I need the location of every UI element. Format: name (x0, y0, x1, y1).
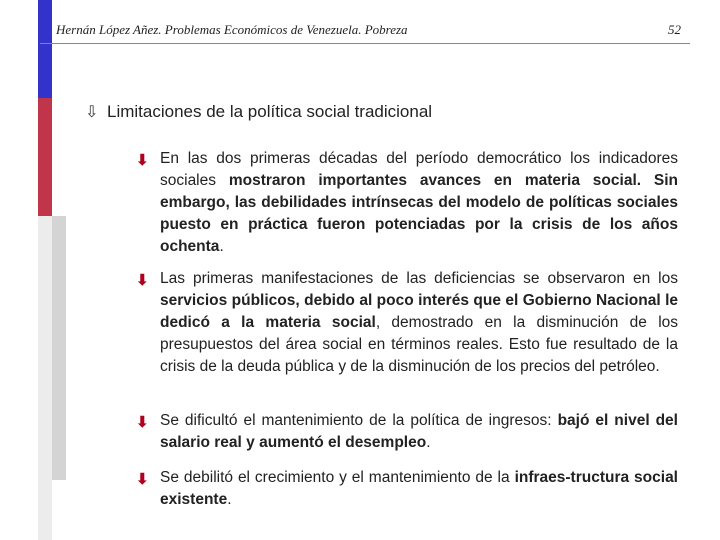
bullet-text-bold: mostraron importantes avances en materia social. Sin embargo, las debilidades intrínsecas del modelo de políticas sociales puesto en práctica fueron potenciadas por la crisis de los años ochenta (160, 172, 679, 255)
bullet-item (136, 268, 679, 378)
bullet-text: . (227, 491, 232, 508)
decorative-bar-red (38, 98, 52, 216)
bullet-text-bold: bajó el nivel del salario real y aumentó el desempleo (160, 412, 678, 451)
decorative-bar-light (38, 216, 52, 540)
arrow-down-bullet-icon: ⬇ (136, 414, 149, 431)
arrow-down-icon: ⇩ (85, 104, 99, 121)
bullet-text-bold: infraes-tructura social existente (160, 469, 678, 508)
bullet-text: , demostrado en la disminución de los presupuestos del área social en términos reales. Esto fue resultado de la crisis de la deuda pública y de la disminución de los precios del petróleo. (160, 314, 679, 375)
arrow-down-bullet-icon: ⬇ (136, 152, 149, 169)
bullet-text: Las primeras manifestaciones de las deficiencias se observaron en los (160, 270, 678, 287)
header-title: Hernán López Añez. Problemas Económicos de Venezuela. Pobreza (56, 22, 408, 37)
arrow-down-bullet-icon: ⬇ (136, 471, 149, 488)
bullet-text: En las dos primeras décadas del período democrático los indicadores sociales (160, 150, 678, 189)
decorative-bar-gray (52, 216, 66, 480)
bullet-item (136, 410, 678, 454)
bullet-text: . (426, 434, 431, 451)
bullet-item (136, 148, 679, 258)
bullet-text-bold: servicios públicos, debido al poco interés que el Gobierno Nacional le dedicó a la materia social (160, 292, 678, 331)
header-divider (40, 43, 690, 44)
section-heading-text: Limitaciones de la política social tradicional (107, 102, 433, 121)
bullet-text: . (219, 238, 224, 255)
bullet-text: Se dificultó el mantenimiento de la política de ingresos: (160, 412, 558, 429)
arrow-down-bullet-icon: ⬇ (136, 272, 149, 289)
bullet-item (136, 467, 678, 511)
page-number: 52 (668, 22, 681, 37)
section-heading (85, 102, 433, 122)
decorative-bar-blue (38, 0, 52, 98)
bullet-text: Se debilitó el crecimiento y el mantenimiento de la (160, 469, 515, 486)
